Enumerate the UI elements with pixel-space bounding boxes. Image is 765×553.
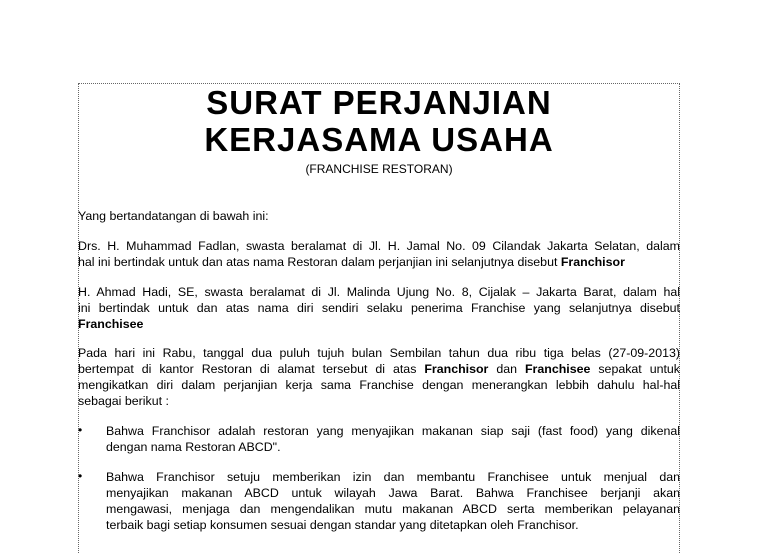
- bullet-2-line-1: Bahwa Franchisor setuju memberikan izin dan membantu Franchisee untuk menjual dan: [106, 470, 680, 484]
- party-2-paragraph: [78, 284, 680, 332]
- bullet-item-1: [106, 423, 680, 455]
- bullet-2-line-4: terbaik bagi setiap konsumen sesuai dengan standar yang ditetapkan oleh Franchisor.: [106, 518, 579, 532]
- document-subtitle: (FRANCHISE RESTORAN): [305, 162, 453, 176]
- party-1-paragraph: [78, 238, 680, 270]
- party-1-line-2: [78, 254, 680, 270]
- party-2-line-1: H. Ahmad Hadi, SE, swasta beralamat di Jl. Malinda Ujung No. 8, Cijalak – Jakarta Barat, dalam hal: [78, 285, 680, 299]
- bullet-1-line-2: dengan nama Restoran ABCD".: [106, 440, 281, 454]
- bullet-1-line-1: Bahwa Franchisor adalah restoran yang menyajikan makanan siap saji (fast food) yang dikenal: [106, 424, 680, 438]
- bullet-marker-2: •: [78, 469, 83, 483]
- agreement-line-3: mengikatkan diri dalam perjanjian kerja sama Franchise dengan menerangkan lebbih dahulu hal-hal: [78, 378, 680, 392]
- intro-paragraph: [78, 208, 680, 224]
- bullet-2-line-3: mengawasi, menjaga dan mengendalikan mutu makanan ABCD serta memberikan pelayanan: [106, 502, 680, 516]
- bullet-item-2: [106, 469, 680, 533]
- party-2-line-2: ini bertindak untuk dan atas nama diri sendiri selaku penerima Franchise yang selanjutnya disebut: [78, 301, 680, 315]
- agreement-line-1: Pada hari ini Rabu, tanggal dua puluh tujuh bulan Sembilan tahun dua ribu tiga belas (27-09-2013): [78, 346, 680, 360]
- party-1-line-1: Drs. H. Muhammad Fadlan, swasta beralamat di Jl. H. Jamal No. 09 Cilandak Jakarta Selatan, dalam: [78, 239, 680, 253]
- agreement-franchisor-term: Franchisor: [424, 362, 489, 376]
- document-title-line-1: SURAT PERJANJIAN: [206, 84, 552, 121]
- party-2-line-3: [78, 316, 680, 332]
- agreement-franchisee-term: Franchisee: [524, 362, 591, 376]
- agreement-paragraph: [78, 345, 680, 409]
- party-1-line-2-text: hal ini bertindak untuk dan atas nama Restoran dalam perjanjian ini selanjutnya disebut: [78, 255, 561, 269]
- agreement-line-2: [78, 361, 680, 377]
- agreement-line-2-mid: dan: [488, 362, 525, 376]
- intro-text: Yang bertandatangan di bawah ini:: [78, 209, 269, 223]
- franchisee-term: Franchisee: [78, 317, 144, 331]
- agreement-line-4: sebagai berikut :: [78, 394, 169, 408]
- franchisor-term: Franchisor: [560, 255, 625, 269]
- bullet-marker-1: •: [78, 423, 83, 437]
- bullet-2-line-2: menyajikan makanan ABCD untuk wilayah Jawa Barat. Bahwa Franchisee berjanji akan: [106, 486, 680, 500]
- document-title-line-2: KERJASAMA USAHA: [204, 121, 554, 158]
- agreement-line-2-post: sepakat untuk: [590, 362, 681, 376]
- agreement-line-2-pre: bertempat di kantor Restoran di alamat tersebut di atas: [78, 362, 425, 376]
